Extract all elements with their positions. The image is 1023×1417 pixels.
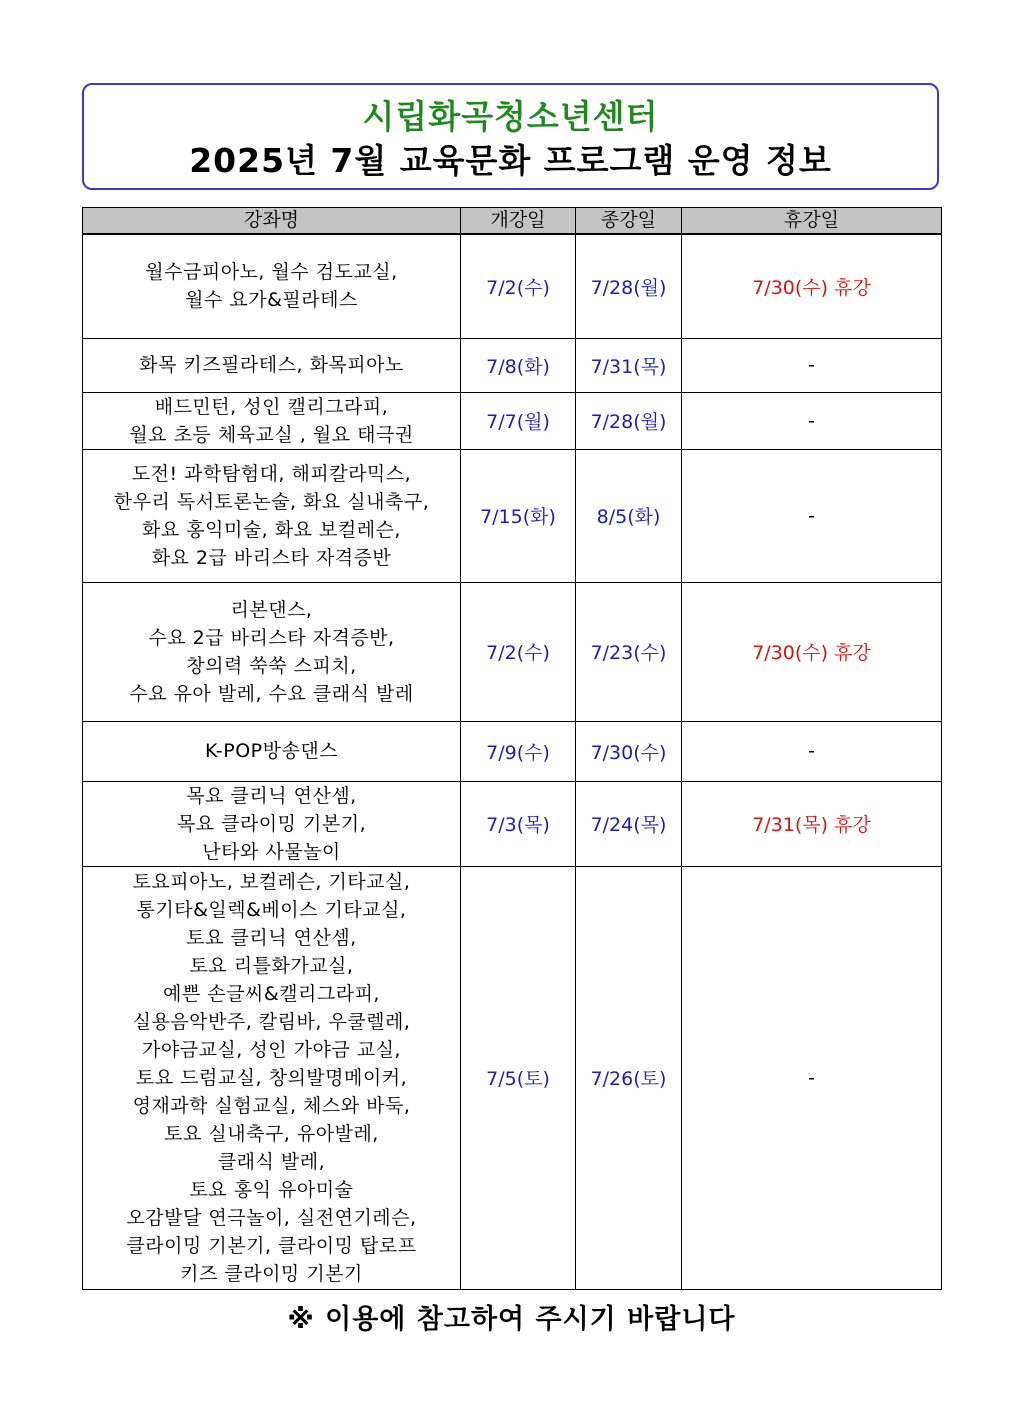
col-header-end: 종강일 — [576, 208, 682, 235]
course-line: 토요 드럼교실, 창의발명메이커, — [135, 1066, 408, 1089]
course-line: 한우리 독서토론논술, 화요 실내축구, — [113, 490, 430, 513]
end-date: 8/5(화) — [576, 449, 682, 582]
holiday-cell: - — [682, 721, 942, 781]
title-box — [82, 83, 939, 190]
course-cell — [83, 582, 461, 721]
course-line: 배드민턴, 성인 캘리그라피, — [154, 395, 389, 418]
table-row — [83, 582, 942, 721]
course-line: 토요피아노, 보컬레슨, 기타교실, — [132, 870, 411, 893]
course-line: 월요 초등 체육교실 , 월요 태극권 — [129, 423, 414, 446]
course-line: 실용음악반주, 칼림바, 우쿨렐레, — [132, 1010, 411, 1033]
course-line: 예쁜 손글씨&캘리그라피, — [163, 982, 380, 1005]
table-row — [83, 234, 942, 338]
col-header-course: 강좌명 — [83, 208, 461, 235]
end-date: 7/30(수) — [576, 721, 682, 781]
course-cell — [83, 721, 461, 781]
start-date: 7/2(수) — [461, 582, 576, 721]
course-line: 도전! 과학탐험대, 해피칼라믹스, — [131, 462, 412, 485]
course-cell — [83, 234, 461, 338]
holiday-cell: 7/30(수) 휴강 — [682, 234, 942, 338]
course-line: 목요 클라이밍 기본기, — [176, 812, 367, 835]
start-date: 7/8(화) — [461, 338, 576, 392]
course-line: 월수금피아노, 월수 검도교실, — [145, 261, 398, 284]
table-header-row — [83, 208, 942, 235]
course-cell — [83, 392, 461, 449]
course-line: 화요 홍익미술, 화요 보컬레슨, — [142, 518, 401, 541]
end-date: 7/26(토) — [576, 866, 682, 1289]
course-line: 목요 클리닉 연산셈, — [186, 784, 357, 807]
end-date: 7/28(월) — [576, 234, 682, 338]
course-line: 토요 클리닉 연산셈, — [186, 926, 357, 949]
start-date: 7/15(화) — [461, 449, 576, 582]
course-line: 키즈 클라이밍 기본기 — [180, 1262, 363, 1285]
start-date: 7/5(토) — [461, 866, 576, 1289]
course-line: 클라이밍 기본기, 클라이밍 탑로프 — [126, 1234, 417, 1257]
start-date: 7/2(수) — [461, 234, 576, 338]
end-date: 7/28(월) — [576, 392, 682, 449]
col-header-start: 개강일 — [461, 208, 576, 235]
course-line: 가야금교실, 성인 가야금 교실, — [142, 1038, 401, 1061]
holiday-cell: 7/31(목) 휴강 — [682, 781, 942, 866]
holiday-cell: - — [682, 392, 942, 449]
course-cell — [83, 449, 461, 582]
course-line: 토요 실내축구, 유아발레, — [164, 1122, 379, 1145]
course-line: 월수 요가&필라테스 — [185, 289, 358, 312]
holiday-cell: - — [682, 866, 942, 1289]
table-row — [83, 721, 942, 781]
holiday-cell: - — [682, 338, 942, 392]
course-line: 통기타&일렉&베이스 기타교실, — [136, 898, 407, 921]
col-header-holiday: 휴강일 — [682, 208, 942, 235]
course-cell — [83, 338, 461, 392]
center-name: 시립화곡청소년센터 — [362, 97, 659, 136]
start-date: 7/9(수) — [461, 721, 576, 781]
holiday-cell: 7/30(수) 휴강 — [682, 582, 942, 721]
course-line: 영재과학 실험교실, 체스와 바둑, — [132, 1094, 411, 1117]
end-date: 7/24(목) — [576, 781, 682, 866]
course-line: 난타와 사물놀이 — [202, 840, 341, 863]
course-cell — [83, 866, 461, 1289]
end-date: 7/23(수) — [576, 582, 682, 721]
course-line: 수요 유아 발레, 수요 클래식 발레 — [129, 682, 414, 705]
course-line: 창의력 쑥쑥 스피치, — [186, 654, 357, 677]
start-date: 7/7(월) — [461, 392, 576, 449]
course-line: 수요 2급 바리스타 자격증반, — [148, 626, 395, 649]
table-row — [83, 338, 942, 392]
course-cell — [83, 781, 461, 866]
start-date: 7/3(목) — [461, 781, 576, 866]
course-line: 토요 리틀화가교실, — [189, 954, 354, 977]
table-row — [83, 449, 942, 582]
schedule-table — [82, 207, 942, 1290]
table-row — [83, 866, 942, 1289]
course-line: 오감발달 연극놀이, 실전연기레슨, — [126, 1206, 417, 1229]
page-title: 2025년 7월 교육문화 프로그램 운영 정보 — [189, 141, 832, 180]
course-line: K-POP방송댄스 — [204, 740, 339, 762]
table-row — [83, 392, 942, 449]
table-row — [83, 781, 942, 866]
course-line: 토요 홍익 유아미술 — [189, 1178, 354, 1201]
course-line: 클래식 발레, — [217, 1150, 326, 1173]
course-line: 화요 2급 바리스타 자격증반 — [151, 546, 392, 569]
course-line: 리본댄스, — [230, 598, 313, 621]
holiday-cell: - — [682, 449, 942, 582]
course-line: 화목 키즈필라테스, 화목피아노 — [139, 354, 404, 376]
end-date: 7/31(목) — [576, 338, 682, 392]
footnote: ※ 이용에 참고하여 주시기 바랍니다 — [287, 1304, 736, 1335]
